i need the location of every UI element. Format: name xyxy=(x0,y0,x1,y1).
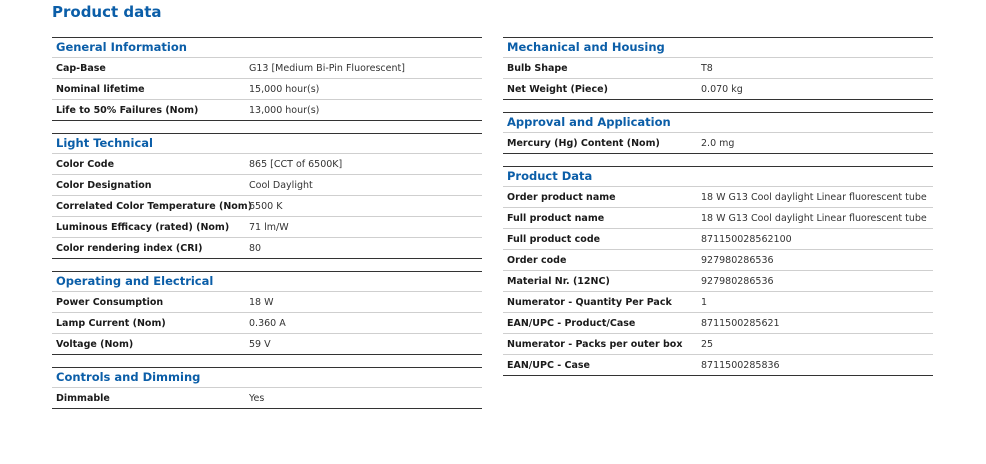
table-row xyxy=(503,270,933,291)
table-row xyxy=(503,312,933,333)
row-label: Dimmable xyxy=(56,392,110,404)
row-value: 927980286536 xyxy=(701,275,774,287)
row-value: 15,000 hour(s) xyxy=(249,83,320,95)
section-mechanical-housing xyxy=(503,37,933,100)
row-label: Net Weight (Piece) xyxy=(507,83,608,95)
row-label: Full product name xyxy=(507,212,605,224)
table-row xyxy=(503,57,933,78)
section-operating-electrical xyxy=(52,271,482,355)
row-value: 2.0 mg xyxy=(701,137,735,149)
section-title: Mechanical and Housing xyxy=(503,37,933,57)
section-controls-dimming xyxy=(52,367,482,409)
row-value: Cool Daylight xyxy=(249,179,313,191)
section-product-data xyxy=(503,166,933,376)
table-row xyxy=(52,174,482,195)
table-row xyxy=(503,207,933,228)
section-title: Controls and Dimming xyxy=(52,367,482,387)
row-label: Color Designation xyxy=(56,179,152,191)
page-title: Product data xyxy=(52,3,162,21)
row-label: Order code xyxy=(507,254,567,266)
row-label: Color Code xyxy=(56,158,115,170)
row-label: Cap-Base xyxy=(56,62,106,74)
row-value: 927980286536 xyxy=(701,254,774,266)
row-label: Life to 50% Failures (Nom) xyxy=(56,104,199,116)
row-value: 0.070 kg xyxy=(701,83,743,95)
section-title: Operating and Electrical xyxy=(52,271,482,291)
row-label: EAN/UPC - Case xyxy=(507,359,590,371)
section-title: Product Data xyxy=(503,166,933,186)
table-row xyxy=(503,228,933,249)
row-label: Numerator - Packs per outer box xyxy=(507,338,683,350)
row-value: 0.360 A xyxy=(249,317,286,329)
section-light-technical xyxy=(52,133,482,259)
table-row xyxy=(503,291,933,312)
table-row xyxy=(52,312,482,333)
row-value: 71 lm/W xyxy=(249,221,289,233)
row-label: Order product name xyxy=(507,191,616,203)
row-label: Correlated Color Temperature (Nom) xyxy=(56,200,253,212)
row-label: EAN/UPC - Product/Case xyxy=(507,317,636,329)
table-row xyxy=(52,153,482,174)
row-value: 18 W G13 Cool daylight Linear fluorescent tube xyxy=(701,191,927,203)
row-value: 59 V xyxy=(249,338,271,350)
row-value: 25 xyxy=(701,338,714,350)
row-label: Full product code xyxy=(507,233,601,245)
section-title: General Information xyxy=(52,37,482,57)
row-value: 80 xyxy=(249,242,262,254)
row-value: Yes xyxy=(249,392,265,404)
table-row xyxy=(52,237,482,259)
section-approval-application xyxy=(503,112,933,154)
table-row xyxy=(503,132,933,154)
table-row xyxy=(52,387,482,409)
row-label: Color rendering index (CRI) xyxy=(56,242,203,254)
section-general-information xyxy=(52,37,482,121)
table-row xyxy=(52,78,482,99)
row-label: Voltage (Nom) xyxy=(56,338,134,350)
left-column xyxy=(52,37,482,421)
row-label: Luminous Efficacy (rated) (Nom) xyxy=(56,221,230,233)
table-row xyxy=(503,78,933,100)
row-label: Bulb Shape xyxy=(507,62,568,74)
row-label: Mercury (Hg) Content (Nom) xyxy=(507,137,660,149)
row-label: Power Consumption xyxy=(56,296,164,308)
row-value: 18 W xyxy=(249,296,274,308)
table-row xyxy=(52,216,482,237)
table-row xyxy=(503,333,933,354)
row-value: 18 W G13 Cool daylight Linear fluorescent tube xyxy=(701,212,927,224)
table-row xyxy=(52,195,482,216)
row-label: Nominal lifetime xyxy=(56,83,145,95)
table-row xyxy=(503,354,933,376)
row-label: Lamp Current (Nom) xyxy=(56,317,166,329)
row-value: 8711500285836 xyxy=(701,359,780,371)
row-value: T8 xyxy=(701,62,713,74)
row-value: 871150028562100 xyxy=(701,233,792,245)
row-value: G13 [Medium Bi-Pin Fluorescent] xyxy=(249,62,405,74)
row-value: 1 xyxy=(701,296,708,308)
table-row xyxy=(52,57,482,78)
section-title: Approval and Application xyxy=(503,112,933,132)
table-row xyxy=(52,333,482,355)
table-row xyxy=(52,99,482,121)
right-column xyxy=(503,37,933,388)
row-label: Material Nr. (12NC) xyxy=(507,275,610,287)
row-value: 6500 K xyxy=(249,200,283,212)
section-title: Light Technical xyxy=(52,133,482,153)
row-label: Numerator - Quantity Per Pack xyxy=(507,296,672,308)
table-row xyxy=(52,291,482,312)
row-value: 8711500285621 xyxy=(701,317,780,329)
row-value: 865 [CCT of 6500K] xyxy=(249,158,343,170)
row-value: 13,000 hour(s) xyxy=(249,104,320,116)
table-row xyxy=(503,249,933,270)
table-row xyxy=(503,186,933,207)
